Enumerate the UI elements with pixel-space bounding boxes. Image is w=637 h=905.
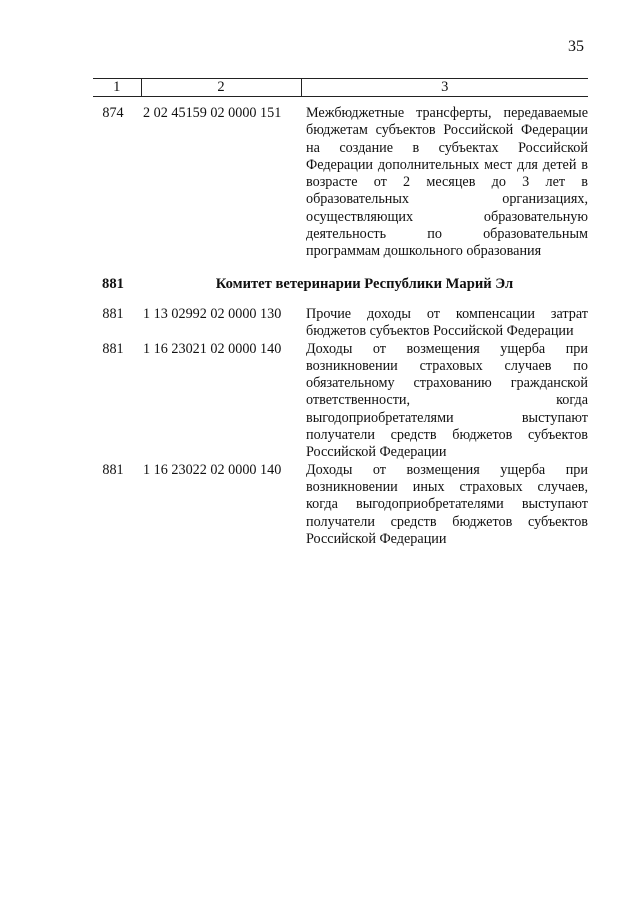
- revenue-description: Доходы от возмещения ущерба при возникновении иных страховых случаев, когда выгодоприобретателями выступают получатели средств бюджетов субъектов Российской Федерации: [306, 461, 588, 547]
- column-header-2: 2: [141, 79, 301, 97]
- table-row: [93, 341, 588, 462]
- table-row: [93, 462, 588, 548]
- admin-code: 881: [102, 340, 124, 357]
- revenue-code: 1 13 02992 02 0000 130: [143, 305, 282, 322]
- admin-code: 874: [102, 105, 124, 121]
- revenue-code: 1 16 23022 02 0000 140: [143, 461, 282, 478]
- table-row: [93, 306, 588, 341]
- section-title: Комитет ветеринарии Республики Марий Эл: [215, 275, 514, 292]
- admin-code: 881: [102, 461, 124, 478]
- section-header-row: [93, 261, 588, 306]
- revenue-description: Прочие доходы от компенсации затрат бюджетов субъектов Российской Федерации: [306, 305, 588, 340]
- column-header-3: 3: [301, 79, 588, 97]
- revenue-code: 2 02 45159 02 0000 151: [143, 105, 282, 121]
- admin-code: 881: [102, 305, 124, 322]
- budget-classification-table: [93, 78, 588, 548]
- revenue-description: Доходы от возмещения ущерба при возникновении страховых случаев по обязательному страхованию гражданской ответственности, когда выгодоприобретателями выступают получатели средств бюджетов субъектов Российской Федерации: [306, 340, 588, 461]
- section-admin-code: 881: [102, 275, 124, 292]
- table-row: [93, 105, 588, 261]
- revenue-code: 1 16 23021 02 0000 140: [143, 340, 282, 357]
- column-header-1: 1: [93, 79, 141, 97]
- page-number: 35: [568, 38, 584, 55]
- table-header: [93, 79, 588, 97]
- header-spacer: [93, 97, 588, 106]
- revenue-description: Межбюджетные трансферты, передаваемые бюджетам субъектов Российской Федерации на создание в субъектах Российской Федерации дополнительных мест для детей в возрасте от 2 месяцев до 3 лет в образовательных организациях, осуществляющих образовательную деятельность по образовательным программам дошкольного образования: [306, 105, 588, 260]
